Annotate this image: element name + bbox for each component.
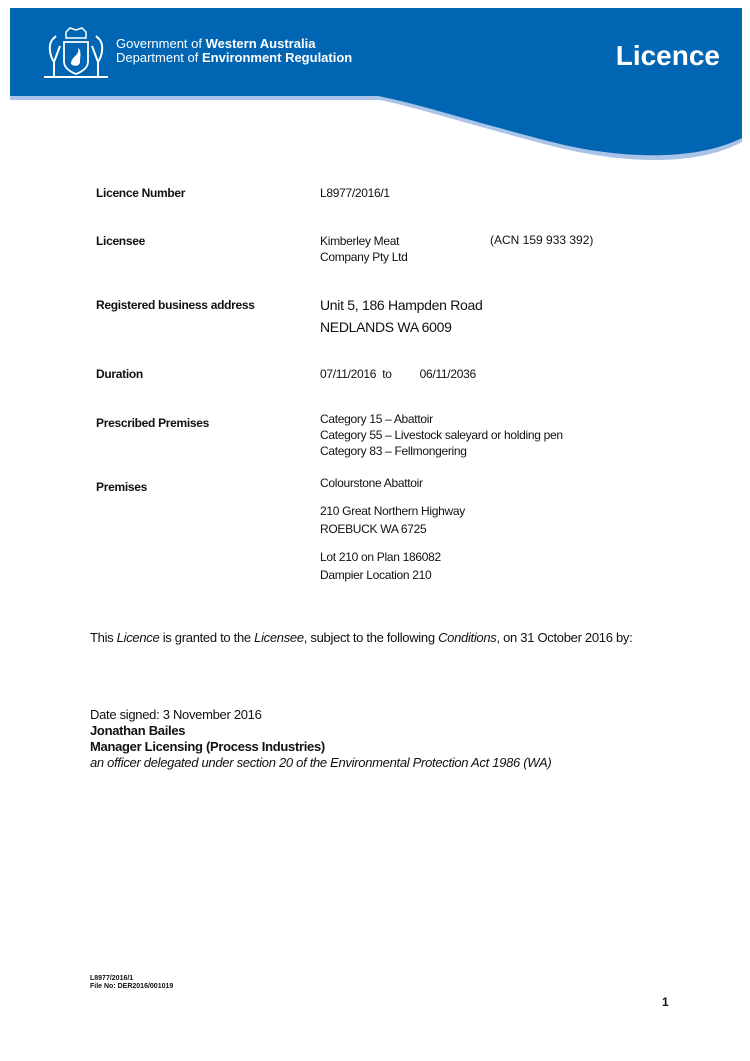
premises-value: Colourstone Abattoir 210 Great Northern Highway ROEBUCK WA 6725 Lot 210 on Plan 186082 Dampier Location 210 bbox=[320, 476, 465, 582]
signatory-name: Jonathan Bailes bbox=[90, 723, 186, 738]
category-item: Category 83 – Fellmongering bbox=[320, 444, 467, 458]
page-number: 1 bbox=[662, 995, 669, 1009]
duration-value: 07/11/2016 to 06/11/2036 bbox=[320, 367, 476, 381]
grant-statement: This Licence is granted to the Licensee, subject to the following Conditions, on 31 October 2016 by: bbox=[90, 630, 633, 645]
organisation-name: Government of Western Australia Department of Environment Regulation bbox=[116, 36, 353, 65]
signature-block bbox=[90, 707, 551, 771]
licensee-label: Licensee bbox=[96, 234, 145, 248]
business-address-value: Unit 5, 186 Hampden Road NEDLANDS WA 6009 bbox=[320, 297, 483, 335]
licence-number-value: L8977/2016/1 bbox=[320, 186, 390, 200]
prescribed-premises-list bbox=[320, 411, 563, 459]
licensee-acn: (ACN 159 933 392) bbox=[490, 233, 594, 247]
wa-crest-logo-icon bbox=[40, 26, 112, 80]
licence-number-label: Licence Number bbox=[96, 186, 186, 200]
prescribed-premises-label: Prescribed Premises bbox=[96, 416, 210, 430]
header-banner bbox=[0, 0, 750, 170]
delegation-statement: an officer delegated under section 20 of the Environmental Protection Act 1986 (WA) bbox=[90, 755, 552, 770]
category-item: Category 15 – Abattoir bbox=[320, 412, 433, 426]
footer-reference: L8977/2016/1 File No: DER2016/001019 bbox=[90, 975, 174, 990]
premises-label: Premises bbox=[96, 480, 147, 494]
signatory-position: Manager Licensing (Process Industries) bbox=[90, 739, 325, 754]
category-item: Category 55 – Livestock saleyard or holding pen bbox=[320, 428, 563, 442]
licensee-value: Kimberley Meat Company Pty Ltd bbox=[320, 234, 408, 264]
date-signed: Date signed: 3 November 2016 bbox=[90, 707, 262, 722]
business-address-label: Registered business address bbox=[96, 298, 255, 312]
document-title: Licence bbox=[615, 40, 720, 71]
duration-label: Duration bbox=[96, 367, 143, 381]
